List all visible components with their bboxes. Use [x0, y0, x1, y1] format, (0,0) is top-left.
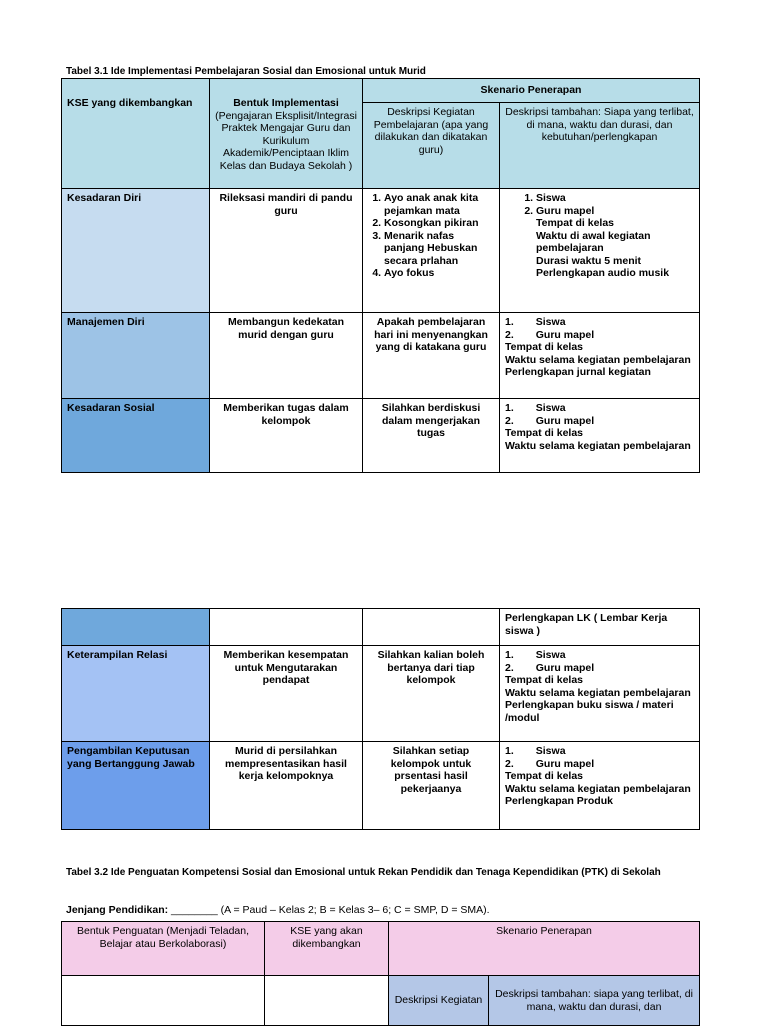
table-row: [62, 609, 700, 646]
list-item: 2. Guru mapel: [536, 205, 694, 218]
list-number: 2.: [505, 414, 514, 427]
text-line: Waktu di awal kegiatan pembelajaran: [536, 229, 651, 254]
header-tambahan: Deskripsi tambahan: Siapa yang terlibat, di mana, waktu dan durasi, dan kebutuhan/perlengkapan: [500, 103, 700, 189]
cell-bentuk: Memberikan kesempatan untuk Mengutarakan pendapat: [210, 646, 363, 742]
cell-kse: Keterampilan Relasi: [62, 646, 210, 742]
list-item: 4. Ayo fokus: [384, 267, 494, 280]
cell-bentuk: Murid di persilahkan mempresentasikan hasil kerja kelompoknya: [210, 742, 363, 830]
cell-tambahan: Perlengkapan LK ( Lembar Kerja siswa ): [500, 609, 700, 646]
text-line: Tempat di kelas: [505, 674, 584, 686]
cell-deskripsi: Silahkan setiap kelompok untuk prsentasi hasil pekerjaanya: [363, 742, 500, 830]
list-number: 1.: [505, 649, 514, 661]
list-number: 1.: [505, 745, 514, 757]
cell-deskripsi: Silahkan berdiskusi dalam mengerjakan tugas: [363, 399, 500, 473]
cell-kse: Pengambilan Keputusan yang Bertanggung Jawab: [62, 742, 210, 830]
header-kse: KSE yang akan dikembangkan: [265, 922, 389, 976]
cell-tambahan: [500, 189, 700, 313]
header-deskripsi: Deskripsi Kegiatan Pembelajaran (apa yang dilakukan dan dikatakan guru): [363, 103, 500, 189]
text-line: Perlengkapan jurnal kegiatan: [505, 366, 651, 378]
table-3-1-caption: Tabel 3.1 Ide Implementasi Pembelajaran Sosial dan Emosional untuk Murid: [66, 66, 426, 77]
cell-kse: Kesadaran Sosial: [62, 399, 210, 473]
table-row: [62, 189, 700, 313]
list-number: 1.: [505, 402, 514, 414]
cell-kse: Manajemen Diri: [62, 313, 210, 399]
jenjang-label: Jenjang Pendidikan:: [66, 904, 169, 916]
list-item: Guru mapel: [535, 757, 595, 770]
list-number: 2.: [505, 661, 514, 674]
list-item: Siswa: [535, 745, 566, 757]
list-item: 2. Kosongkan pikiran: [384, 217, 494, 230]
list-item: Guru mapel: [535, 661, 595, 674]
header-bentuk-penguatan: Bentuk Penguatan (Menjadi Teladan, Belajar atau Berkolaborasi): [62, 922, 265, 976]
text-line: Durasi waktu 5 menit: [536, 254, 642, 267]
list-number: 1.: [505, 316, 514, 328]
text-line: Waktu selama kegiatan pembelajaran: [505, 439, 691, 452]
table-row: [62, 742, 700, 830]
jenjang-line: [66, 904, 490, 916]
list-item: 1. Siswa: [536, 192, 694, 205]
list-item: Siswa: [535, 649, 566, 661]
cell-bentuk: [62, 976, 265, 1026]
table-row: [62, 313, 700, 399]
header-skenario: Skenario Penerapan: [389, 922, 700, 976]
header-bentuk-title: Bentuk Implementasi: [233, 97, 339, 109]
text-line: Tempat di kelas: [505, 427, 584, 439]
list-item: 1. Ayo anak anak kita pejamkan mata: [384, 192, 494, 217]
cell-kse: Kesadaran Diri: [62, 189, 210, 313]
cell-kse: [62, 609, 210, 646]
cell-bentuk: Rileksasi mandiri di pandu guru: [210, 189, 363, 313]
list-number: 2.: [505, 757, 514, 770]
header-deskripsi-kegiatan: Deskripsi Kegiatan: [389, 976, 489, 1026]
text-line: Waktu selama kegiatan pembelajaran: [505, 686, 691, 699]
list-item: Siswa: [535, 316, 566, 328]
list-number: 2.: [505, 328, 514, 341]
cell-tambahan: [500, 742, 700, 830]
cell-deskripsi: Apakah pembelajaran hari ini menyenangkan yang di katakana guru: [363, 313, 500, 399]
text-line: Tempat di kelas: [505, 770, 584, 782]
cell-tambahan: [500, 646, 700, 742]
table-3-2: [61, 921, 700, 1026]
text-line: Waktu selama kegiatan pembelajaran: [505, 782, 691, 795]
cell-tambahan: [500, 313, 700, 399]
cell-bentuk: Memberikan tugas dalam kelompok: [210, 399, 363, 473]
header-bentuk-sub: (Pengajaran Eksplisit/Integrasi Praktek Mengajar Guru dan Kurikulum Akademik/Penciptaan Iklim Kelas dan Budaya Sekolah ): [215, 109, 357, 172]
table-3-1-continued: [61, 608, 700, 830]
text-line: Perlengkapan Produk: [505, 795, 613, 807]
header-skenario: Skenario Penerapan: [363, 79, 700, 103]
cell-deskripsi: [363, 609, 500, 646]
text-line: Waktu selama kegiatan pembelajaran: [505, 353, 691, 366]
jenjang-options: (A = Paud – Kelas 2; B = Kelas 3– 6; C = SMP, D = SMA).: [220, 904, 490, 916]
text-line: Perlengkapan buku siswa / materi /modul: [505, 699, 674, 724]
text-line: Perlengkapan audio musik: [536, 267, 670, 279]
text-line: Tempat di kelas: [536, 217, 615, 229]
cell-bentuk: [210, 609, 363, 646]
cell-bentuk: Membangun kedekatan murid dengan guru: [210, 313, 363, 399]
text-line: Tempat di kelas: [505, 341, 584, 353]
list-item: Siswa: [535, 402, 566, 414]
table-3-2-caption: Tabel 3.2 Ide Penguatan Kompetensi Sosial dan Emosional untuk Rekan Pendidik dan Tenaga Kependidikan (PTK) di Sekolah: [66, 867, 661, 878]
table-row: [62, 976, 700, 1026]
table-row: [62, 646, 700, 742]
table-3-1: [61, 78, 700, 473]
deskripsi-list: [368, 192, 494, 280]
list-item: Guru mapel: [535, 328, 595, 341]
cell-kse: [265, 976, 389, 1026]
tambahan-list: [520, 192, 694, 217]
jenjang-input[interactable]: ________: [171, 904, 218, 916]
header-deskripsi-tambahan: Deskripsi tambahan: siapa yang terlibat, di mana, waktu dan durasi, dan: [489, 976, 700, 1026]
list-item: 3. Menarik nafas panjang Hebuskan secara prlahan: [384, 230, 494, 268]
cell-tambahan: [500, 399, 700, 473]
cell-deskripsi: [363, 189, 500, 313]
header-kse: KSE yang dikembangkan: [62, 79, 210, 189]
table-row: [62, 399, 700, 473]
header-bentuk: [210, 79, 363, 189]
cell-deskripsi: Silahkan kalian boleh bertanya dari tiap kelompok: [363, 646, 500, 742]
list-item: Guru mapel: [535, 414, 595, 427]
